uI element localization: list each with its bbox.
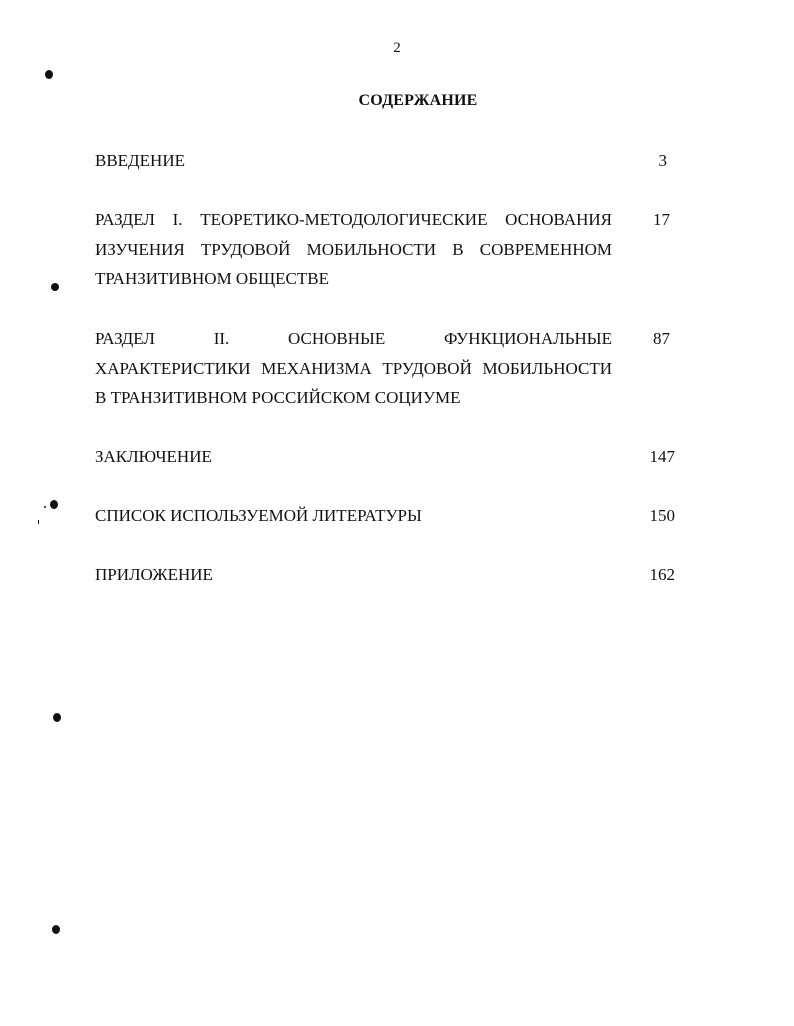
toc-page-number: 162: [649, 565, 675, 584]
toc-entry-bibliography: [95, 501, 675, 531]
toc-entry-text: [95, 560, 612, 590]
toc-entry-line: ЗАКЛЮЧЕНИЕ: [95, 447, 212, 466]
toc-entry-line: СПИСОК ИСПОЛЬЗУЕМОЙ ЛИТЕРАТУРЫ: [95, 506, 422, 525]
toc-entry-text: [95, 501, 612, 531]
toc-entry-introduction: [95, 146, 675, 176]
toc-entry-text: [95, 205, 612, 294]
toc-page-number: 147: [649, 447, 675, 466]
scan-speck: [53, 713, 61, 722]
toc-page-number: 87: [653, 329, 670, 348]
page-number: 2: [393, 40, 401, 56]
toc-entry-text: [95, 442, 612, 472]
toc-page-number: 17: [653, 210, 670, 229]
toc-entry-conclusion: [95, 442, 675, 472]
toc-entry-appendix: [95, 560, 675, 590]
toc-entry-line: РАЗДЕЛ I. ТЕОРЕТИКО-МЕТОДОЛОГИЧЕСКИЕ ОСНОВАНИЯ: [95, 210, 612, 229]
page-title: СОДЕРЖАНИЕ: [358, 92, 478, 109]
toc-entry-section-2: [95, 324, 675, 413]
toc-entry-line: ПРИЛОЖЕНИЕ: [95, 565, 213, 584]
toc-entry-line: В ТРАНЗИТИВНОМ РОССИЙСКОМ СОЦИУМЕ: [95, 388, 461, 407]
toc-entry-text: [95, 324, 612, 413]
scan-speck: [44, 506, 46, 508]
scan-speck: [38, 520, 39, 524]
toc-page-number: 3: [658, 151, 667, 170]
scan-speck: [45, 70, 53, 79]
toc-entry-section-1: [95, 205, 675, 294]
toc-entry-text: [95, 146, 612, 176]
toc-entry-line: ХАРАКТЕРИСТИКИ МЕХАНИЗМА ТРУДОВОЙ МОБИЛЬНОСТИ: [95, 358, 612, 378]
toc-entry-line: РАЗДЕЛ II. ОСНОВНЫЕ ФУНКЦИОНАЛЬНЫЕ: [95, 329, 612, 348]
toc-entry-line: ВВЕДЕНИЕ: [95, 151, 185, 170]
scan-speck: [52, 925, 60, 934]
toc-entry-line: ИЗУЧЕНИЯ ТРУДОВОЙ МОБИЛЬНОСТИ В СОВРЕМЕННОМ: [95, 239, 612, 259]
toc-entry-line: ТРАНЗИТИВНОМ ОБЩЕСТВЕ: [95, 269, 329, 288]
scan-speck: [51, 283, 59, 291]
scan-speck: [50, 500, 58, 509]
toc-page-number: 150: [649, 506, 675, 525]
